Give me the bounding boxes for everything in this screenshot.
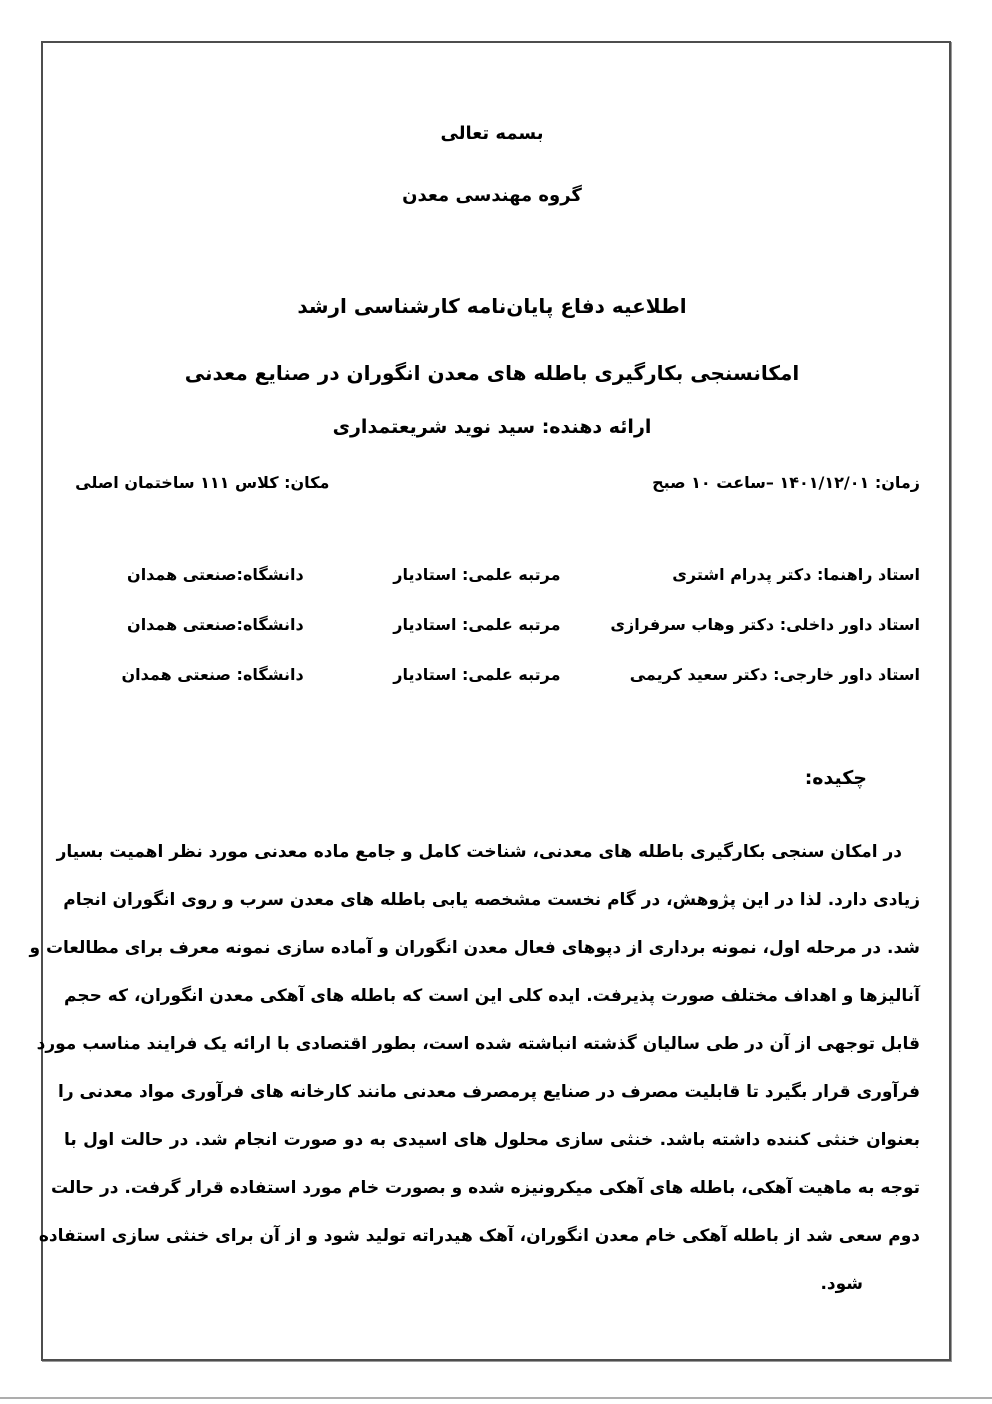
announcement-title: اطلاعیه دفاع پایان‌نامه کارشناسی ارشد — [297, 294, 687, 318]
internal-examiner-university: دانشگاه:صنعتی همدان — [127, 615, 304, 634]
page-bottom-separator — [0, 1397, 992, 1399]
internal-examiner-rank: مرتبه علمی: استادیار — [393, 615, 561, 634]
thesis-title: امکانسنجی بکارگیری باطله های معدن انگوران در صنایع معدنی — [184, 361, 800, 385]
external-examiner-rank: مرتبه علمی: استادیار — [393, 665, 561, 684]
abstract-line: شد. در مرحله اول، نمونه برداری از دپوهای فعال معدن انگوران و آماده سازی نمونه معرف برای مطالعات و — [29, 938, 920, 958]
schedule-row — [64, 470, 920, 496]
supervisor-rank: مرتبه علمی: استادیار — [393, 565, 561, 584]
abstract-line: زیادی دارد. لذا در این پژوهش، در گام نخست مشخصه یابی باطله های معدن سرب و روی انگوران انجام — [63, 890, 920, 910]
committee-row-external-examiner — [64, 662, 920, 688]
external-examiner-name: استاد داور خارجی: دکتر سعید کریمی — [629, 665, 920, 684]
abstract-heading: چکیده: — [804, 767, 867, 789]
presenter-line: ارائه دهنده: سید نوید شریعتمداری — [332, 416, 652, 438]
abstract-line: فرآوری قرار بگیرد تا قابلیت مصرف در صنایع پرمصرف معدنی مانند کارخانه های فرآوری مواد معدنی را — [58, 1082, 920, 1102]
bismillah-line: بسمه تعالی — [440, 123, 544, 144]
abstract-line: در امکان سنجی بکارگیری باطله های معدنی، شناخت کامل و جامع ماده معدنی مورد نظر اهمیت بسیار — [56, 842, 902, 862]
supervisor-name: استاد راهنما: دکتر پدرام اشتری — [672, 565, 920, 584]
abstract-line: دوم سعی شد از باطله آهکی خام معدن انگوران، آهک هیدراته تولید شود و از آن برای خنثی سازی استفاده — [38, 1226, 920, 1246]
abstract-line: شود. — [820, 1274, 863, 1294]
abstract-line: آنالیزها و اهداف مختلف صورت پذیرفت. ایده کلی این است که باطله های آهکی معدن انگوران، که حجم — [64, 986, 920, 1006]
committee-row-supervisor — [64, 562, 920, 588]
committee-row-internal-examiner — [64, 612, 920, 638]
defense-time: زمان: ۱۴۰۱/۱۲/۰۱ –ساعت ۱۰ صبح — [652, 473, 920, 492]
abstract-paragraph — [29, 828, 920, 1308]
abstract-line: قابل توجهی از آن در طی سالیان گذشته انباشته شده است، بطور اقتصادی با ارائه یک فرایند مناسب مورد — [36, 1034, 920, 1054]
external-examiner-university: دانشگاه: صنعتی همدان — [121, 665, 304, 684]
department-title: گروه مهندسی معدن — [402, 185, 582, 206]
defense-location: مکان: کلاس ۱۱۱ ساختمان اصلی — [75, 473, 330, 492]
abstract-line: بعنوان خنثی کننده داشته باشد. خنثی سازی محلول های اسیدی به دو صورت انجام شد. در حالت اول با — [64, 1130, 920, 1150]
abstract-line: توجه به ماهیت آهکی، باطله های آهکی میکرونیزه شده و بصورت خام مورد استفاده قرار گرفت. در حالت — [51, 1178, 920, 1198]
internal-examiner-name: استاد داور داخلی: دکتر وهاب سرفرازی — [610, 615, 920, 634]
supervisor-university: دانشگاه:صنعتی همدان — [127, 565, 304, 584]
